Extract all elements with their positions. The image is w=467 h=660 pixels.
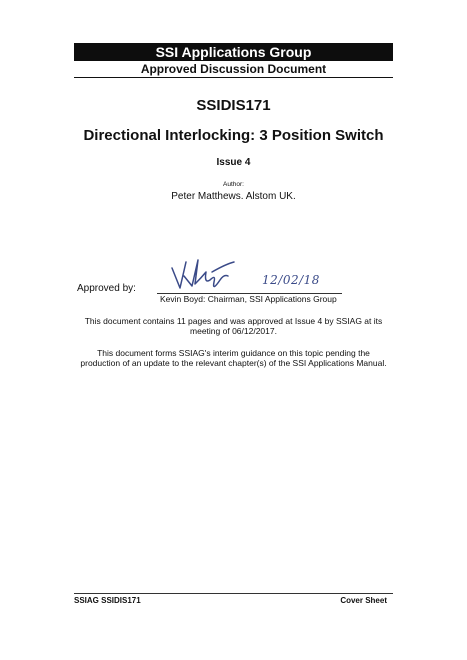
handwritten-signature: [168, 254, 238, 294]
header-document-type: Approved Discussion Document: [74, 62, 393, 78]
document-id: SSIDIS171: [196, 97, 271, 114]
footer-divider: [74, 593, 393, 594]
interim-guidance-note: This document forms SSIAG's interim guidance on this topic pending the production of an update to the relevant chapter(s) of the SSI Applications Manual.: [80, 348, 387, 368]
signature-date: 12/02/18: [262, 273, 320, 287]
issue-number: Issue 4: [216, 157, 251, 168]
approval-note: This document contains 11 pages and was approved at Issue 4 by SSIAG at its meeting of 06/12/2017.: [84, 316, 383, 336]
header-organization: SSI Applications Group: [74, 43, 393, 61]
signatory: Kevin Boyd: Chairman, SSI Applications Group: [160, 294, 337, 304]
footer-section: Cover Sheet: [340, 596, 387, 605]
footer-document-ref: SSIAG SSIDIS171: [74, 596, 141, 605]
document-title: Directional Interlocking: 3 Position Switch: [83, 127, 384, 144]
approved-by-label: Approved by:: [77, 283, 136, 294]
author-label: Author:: [223, 181, 244, 188]
author-name: Peter Matthews. Alstom UK.: [171, 191, 296, 202]
